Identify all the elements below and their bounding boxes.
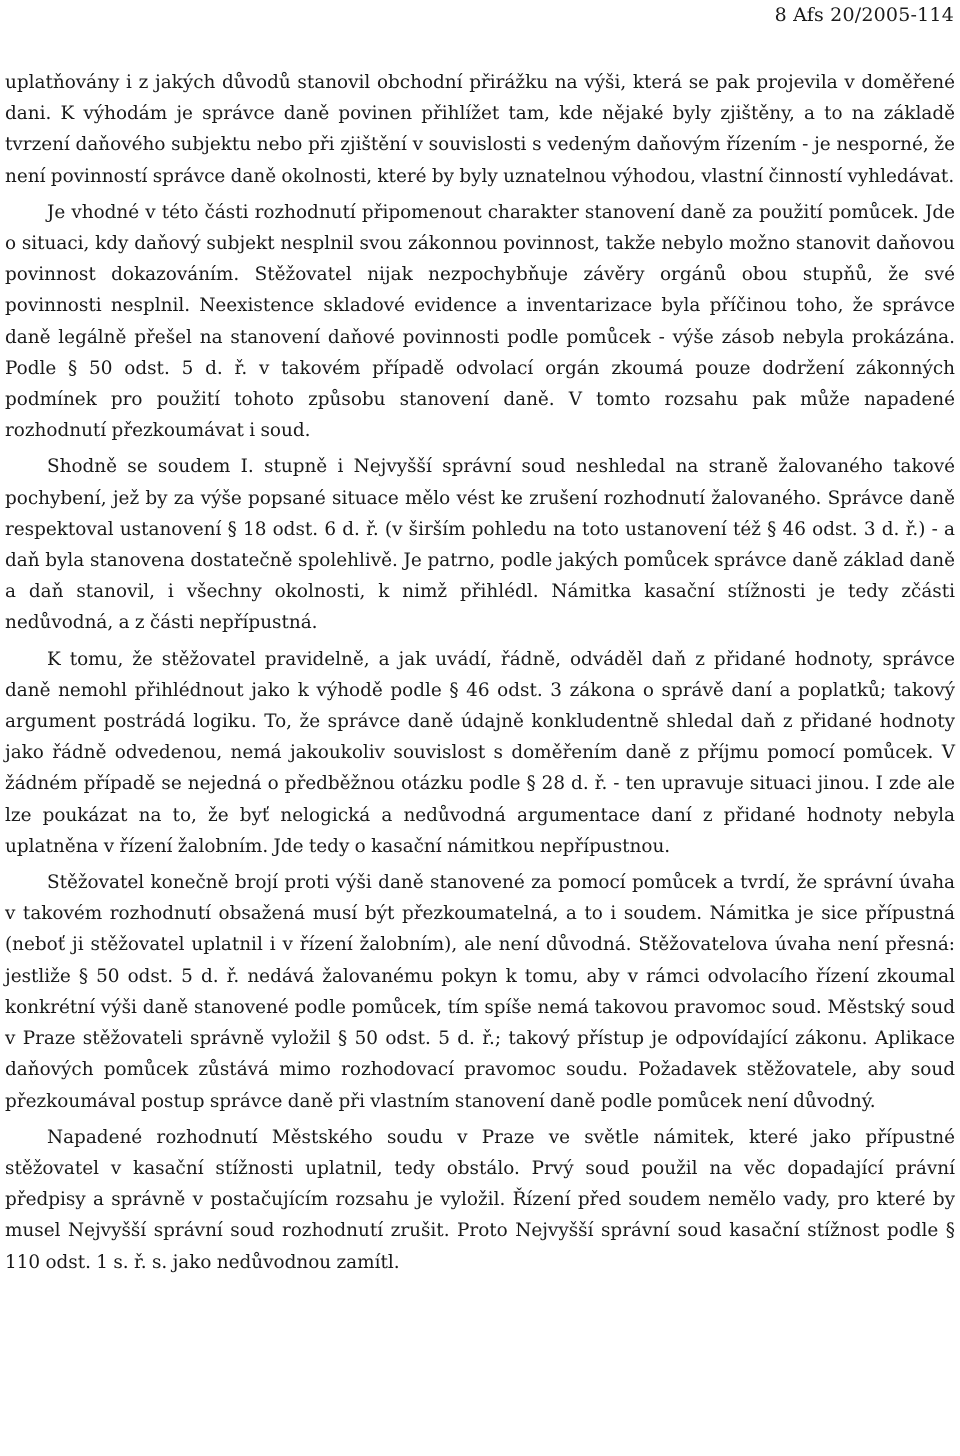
case-number-header: 8 Afs 20/2005-114 bbox=[774, 4, 954, 26]
paragraph-vyse-dane: Stěžovatel konečně brojí proti výši daně stanovené za pomocí pomůcek a tvrdí, že správní úvaha v takovém rozhodnutí obsažená musí být přezkoumatelná, a to i soudem. Námitka je sice přípustná (neboť ji stěžovatel uplatnil i v řízení žalobním), ale není důvodná. Stěžovatelova úvaha není přesná: jestliže § 50 odst. 5 d. ř. nedává žalovanému pokyn k tomu, aby v rámci odvolacího řízení zkoumal konkrétní výši daně stanovené podle pomůcek, tím spíše nemá takovou pravomoc soud. Městský soud v Praze stěžovateli správně vyložil § 50 odst. 5 d. ř.; takový přístup je odpovídající zákonu. Aplikace daňových pomůcek zůstává mimo rozhodovací pravomoc soudu. Požadavek stěžovatele, aby soud přezkoumával postup správce daně při vlastním stanovení daně podle pomůcek není důvodný. bbox=[5, 872, 955, 1112]
paragraph-pomucky-charakter: Je vhodné v této části rozhodnutí připomenout charakter stanovení daně za použití pomůcek. Jde o situaci, kdy daňový subjekt nesplnil svou zákonnou povinnost, takže nebylo možno stanovit daňovou povinnost dokazováním. Stěžovatel nijak nezpochybňuje závěry orgánů obou stupňů, že své povinnosti nesplnil. Neexistence skladové evidence a inventarizace byla příčinou toho, že správce daně legálně přešel na stanovení daňové povinnosti podle pomůcek - výše zásob nebyla prokázána. Podle § 50 odst. 5 d. ř. v takovém případě odvolací orgán zkoumá pouze dodržení zákonných podmínek pro použití tohoto způsobu stanovení daně. V tomto rozsahu pak může napadené rozhodnutí přezkoumávat i soud. bbox=[5, 201, 955, 442]
paragraph-soud-shodne: Shodně se soudem I. stupně i Nejvyšší správní soud neshledal na straně žalovaného takové pochybení, jež by za výše popsané situace mělo vést ke zrušení rozhodnutí žalovaného. Správce daně respektoval ustanovení § 18 odst. 6 d. ř. (v širším pohledu na toto ustanovení též § 46 odst. 3 d. ř.) - a daň byla stanovena dostatečně spolehlivě. Je patrno, podle jakých pomůcek správce daně základ daně a daň stanovil, i všechny okolnosti, k nimž přihlédl. Námitka kasační stížnosti je tedy zčásti nedůvodná, a z části nepřípustná. bbox=[5, 456, 955, 634]
paragraph-zaver: Napadené rozhodnutí Městského soudu v Praze ve světle námitek, které jako přípustné stěžovatel v kasační stížnosti uplatnil, tedy obstálo. Prvý soud použil na věc dopadající právní předpisy a správně v postačujícím rozsahu je vyložil. Řízení před soudem nemělo vady, pro které by musel Nejvyšší správní soud rozhodnutí zrušit. Proto Nejvyšší správní soud kasační stížnost podle § 110 odst. 1 s. ř. s. jako nedůvodnou zamítl. bbox=[5, 1126, 955, 1273]
paragraph-continuation: uplatňovány i z jakých důvodů stanovil obchodní přirážku na výši, která se pak projevila v doměřené dani. K výhodám je správce daně povinen přihlížet tam, kde nějaké byly zjištěny, a to na základě tvrzení daňového subjektu nebo při zjištění v souvislosti s vedeným daňovým řízením - je nesporné, že není povinností správce daně okolnosti, které by byly uznatelnou výhodou, vlastní činností vyhledávat. bbox=[5, 72, 955, 187]
paragraph-dph-vyhoda: K tomu, že stěžovatel pravidelně, a jak uvádí, řádně, odváděl daň z přidané hodnoty, správce daně nemohl přihlédnout jako k výhodě podle § 46 odst. 3 zákona o správě daní a poplatků; takový argument postrádá logiku. To, že správce daně údajně konkludentně shledal daň z přidané hodnoty jako řádně odvedenou, nemá jakoukoliv souvislost s doměřením daně z příjmu pomocí pomůcek. V žádném případě se nejedná o předběžnou otázku podle § 28 d. ř. - ten upravuje situaci jinou. I zde ale lze poukázat na to, že byť nelogická a nedůvodná argumentace daní z přidané hodnoty nebyla uplatněna v řízení žalobním. Jde tedy o kasační námitkou nepřípustnou. bbox=[5, 648, 955, 857]
document-body bbox=[5, 67, 955, 1283]
